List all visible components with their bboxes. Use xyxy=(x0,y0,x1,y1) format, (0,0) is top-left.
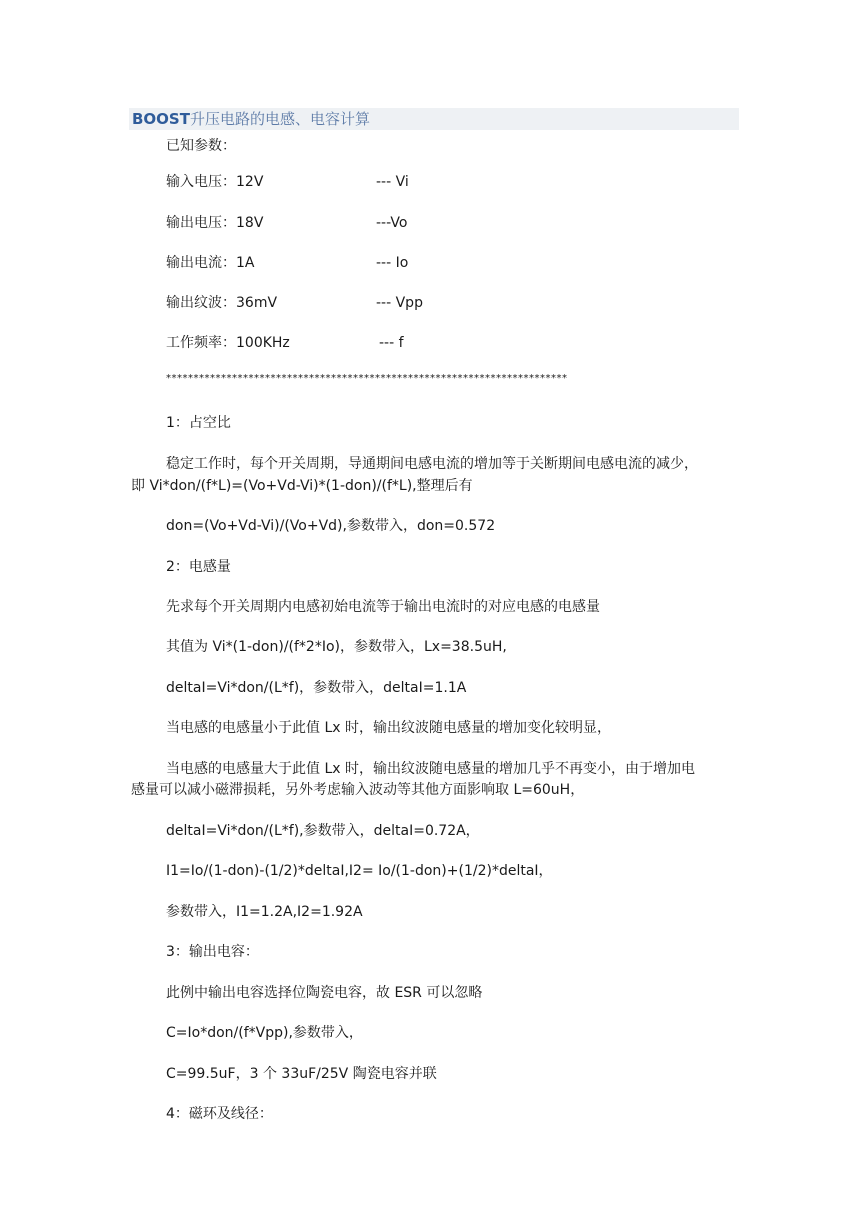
param-symbol-vpp: --- Vpp xyxy=(376,295,423,311)
document-title xyxy=(132,108,370,130)
known-params-heading: 已知参数： xyxy=(166,138,236,154)
param-symbol-io: --- Io xyxy=(376,255,409,271)
title-english: BOOST xyxy=(132,110,190,128)
param-label-output-voltage: 输出电压：18V xyxy=(166,215,264,231)
section-2-paragraph-8: 参数带入，I1=1.2A,I2=1.92A xyxy=(166,904,363,920)
param-label-frequency: 工作频率：100KHz xyxy=(166,335,290,351)
section-1-heading: 1：占空比 xyxy=(166,415,231,431)
section-2-paragraph-4: 当电感的电感量小于此值 Lx 时，输出纹波随电感量的增加变化较明显， xyxy=(166,720,611,736)
param-symbol-f: --- f xyxy=(379,335,404,351)
param-label-output-ripple: 输出纹波：36mV xyxy=(166,295,278,311)
section-2-paragraph-3: deltaI=Vi*don/(L*f)，参数带入，deltaI=1.1A xyxy=(166,680,467,696)
param-symbol-vo: ---Vo xyxy=(376,215,408,231)
section-2-heading: 2：电感量 xyxy=(166,559,231,575)
section-2-paragraph-5-line-2: 感量可以减小磁滞损耗，另外考虑输入波动等其他方面影响取 L=60uH， xyxy=(131,782,585,798)
section-2-paragraph-7: I1=Io/(1-don)-(1/2)*deltaI,I2= Io/(1-don)+(1/2)*deltaI， xyxy=(166,863,553,879)
section-3-paragraph-2: C=Io*don/(f*Vpp),参数带入， xyxy=(166,1025,363,1041)
section-4-heading: 4：磁环及线径： xyxy=(166,1106,273,1122)
param-label-input-voltage: 输入电压：12V xyxy=(166,174,264,190)
section-1-paragraph-line-1: 稳定工作时，每个开关周期，导通期间电感电流的增加等于关断期间电感电流的减少， xyxy=(166,456,698,472)
section-3-paragraph-3: C=99.5uF，3 个 33uF/25V 陶瓷电容并联 xyxy=(166,1066,437,1082)
section-1-formula: don=(Vo+Vd-Vi)/(Vo+Vd),参数带入，don=0.572 xyxy=(166,518,496,534)
section-2-paragraph-5-line-1: 当电感的电感量大于此值 Lx 时，输出纹波随电感量的增加几乎不再变小，由于增加电 xyxy=(166,761,695,777)
section-2-paragraph-6: deltaI=Vi*don/(L*f),参数带入，deltaI=0.72A， xyxy=(166,823,480,839)
param-symbol-vi: --- Vi xyxy=(376,174,409,190)
section-2-paragraph-2: 其值为 Vi*(1-don)/(f*2*Io)，参数带入，Lx=38.5uH, xyxy=(166,639,507,655)
param-label-output-current: 输出电流：1A xyxy=(166,255,255,271)
section-3-heading: 3：输出电容： xyxy=(166,944,259,960)
section-3-paragraph-1: 此例中输出电容选择位陶瓷电容，故 ESR 可以忽略 xyxy=(166,985,483,1001)
title-chinese: 升压电路的电感、电容计算 xyxy=(189,110,370,128)
section-2-paragraph-1: 先求每个开关周期内电感初始电流等于输出电流时的对应电感的电感量 xyxy=(166,599,600,615)
section-1-paragraph-line-2: 即 Vi*don/(f*L)=(Vo+Vd-Vi)*(1-don)/(f*L),整理后有 xyxy=(131,478,473,494)
separator-line: ************************************************************************* xyxy=(166,373,568,384)
